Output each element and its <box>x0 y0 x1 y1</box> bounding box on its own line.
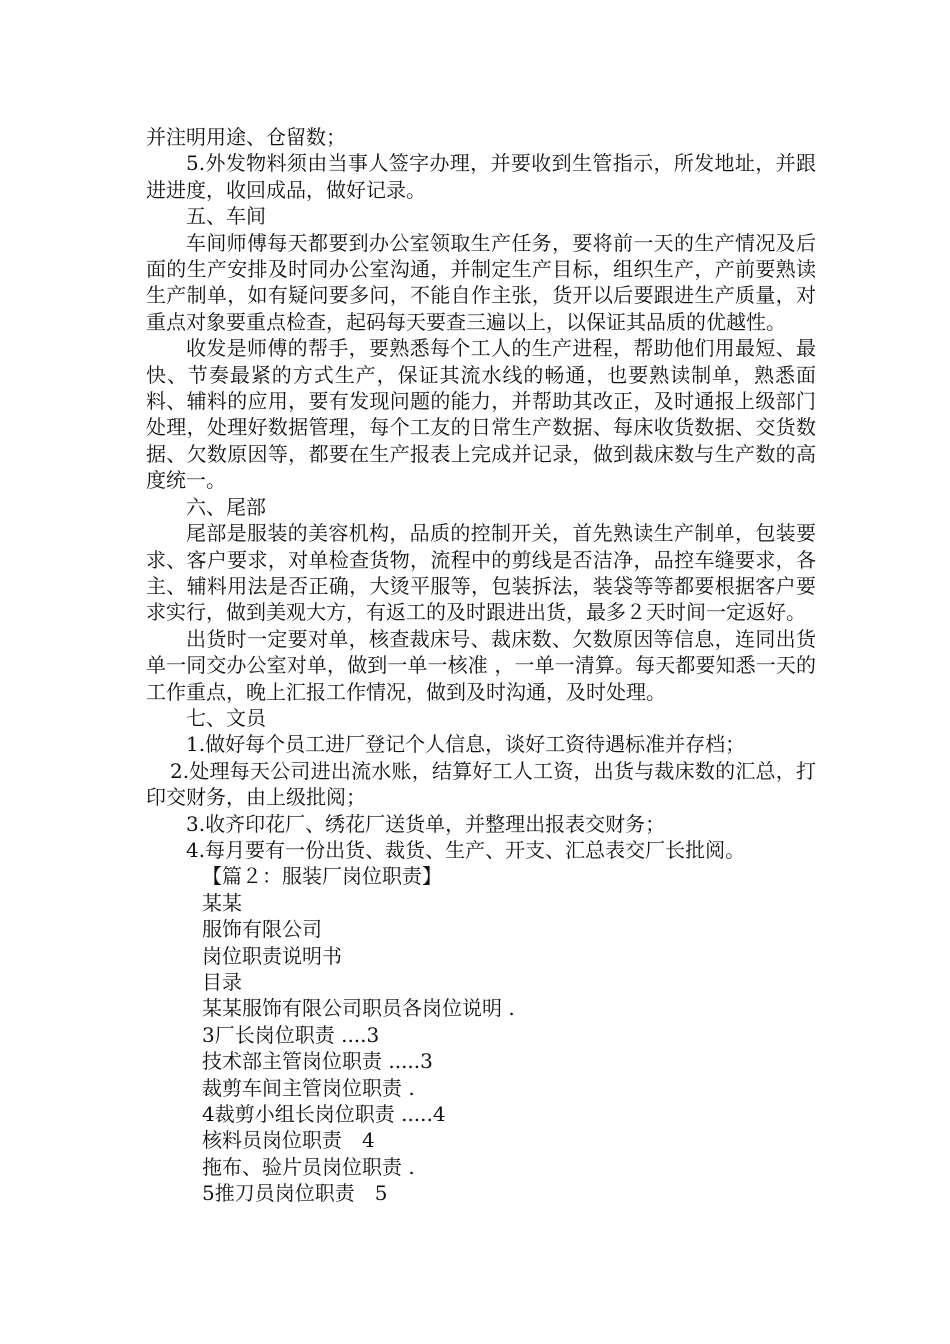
paragraph: 3.收齐印花厂、绣花厂送货单，并整理出报表交财务； <box>186 811 666 836</box>
section-heading: 五、车间 <box>186 204 266 229</box>
toc-line: 裁剪车间主管岗位职责 . <box>202 1075 415 1100</box>
paragraph: 尾部是服装的美容机构，品质的控制开关，首先熟读生产制单，包装要求、客户要求，对单检查货物，流程中的剪线是否洁净，品控车缝要求，各主、辅料用法是否正确，大烫平服等，包装拆法，装袋等等都要根据客户要求实行，做到美观大方，有返工的及时跟进出货，最多２天时间一定返好。 <box>146 521 816 625</box>
toc-line: 4裁剪小组长岗位职责 .....4 <box>202 1102 446 1127</box>
chapter-title: 【篇２：服装厂岗位职责】 <box>202 864 442 889</box>
toc-heading: 目录 <box>202 970 242 994</box>
toc-line: 拖布、验片员岗位职责 . <box>202 1154 415 1179</box>
document-body <box>146 124 816 1207</box>
toc-line: 岗位职责说明书 <box>202 943 342 968</box>
paragraph: 并注明用途、仓留数； <box>146 125 346 149</box>
toc-line: 核料员岗位职责 4 <box>202 1128 375 1153</box>
toc-line: 某某 <box>202 890 242 915</box>
section-heading: 六、尾部 <box>186 494 266 519</box>
paragraph: 收发是师傅的帮手，要熟悉每个工人的生产进程，帮助他们用最短、最快、节奏最紧的方式生产，保证其流水线的畅通，也要熟读制单，熟悉面料、辅料的应用，要有发现问题的能力，并帮助其改正，及时通报上级部门处理，处理好数据管理，每个工友的日常生产数据、每床收货数据、交货数据、欠数原因等，都要在生产报表上完成并记录，做到裁床数与生产数的高度统一。 <box>146 336 816 493</box>
toc-line: 某某服饰有限公司职员各岗位说明 . <box>202 996 515 1021</box>
paragraph: 车间师傅每天都要到办公室领取生产任务，要将前一天的生产情况及后面的生产安排及时同办公室沟通，并制定生产目标，组织生产，产前要熟读生产制单，如有疑问要多问，不能自作主张，货开以后要跟进生产质量，对重点对象要重点检查，起码每天要查三遍以上，以保证其品质的优越性。 <box>146 230 816 334</box>
paragraph: 1.做好每个员工进厂登记个人信息，谈好工资待遇标准并存档； <box>186 732 746 757</box>
toc-line: 服饰有限公司 <box>202 917 322 942</box>
paragraph: 4.每月要有一份出货、裁货、生产、开支、汇总表交厂长批阅。 <box>186 837 746 862</box>
section-heading: 七、文员 <box>186 705 266 730</box>
paragraph: 5.外发物料须由当事人签字办理，并要收到生管指示，所发地址，并跟进进度，收回成品，做好记录。 <box>146 151 816 202</box>
paragraph: 2.处理每天公司进出流水账，结算好工人工资，出货与裁床数的汇总，打印交财务，由上级批阅； <box>146 758 816 810</box>
toc-line: 3厂长岗位职责 ....3 <box>202 1022 380 1047</box>
toc-line: 5推刀员岗位职责 5 <box>202 1181 388 1206</box>
toc-line: 技术部主管岗位职责 .....3 <box>202 1049 433 1074</box>
paragraph: 出货时一定要对单，核查裁床号、裁床数、欠数原因等信息，连同出货单一同交办公室对单，做到一单一核准 ，一单一清算。每天都要知悉一天的工作重点，晚上汇报工作情况，做到及时沟通，及时处理。 <box>146 626 816 704</box>
